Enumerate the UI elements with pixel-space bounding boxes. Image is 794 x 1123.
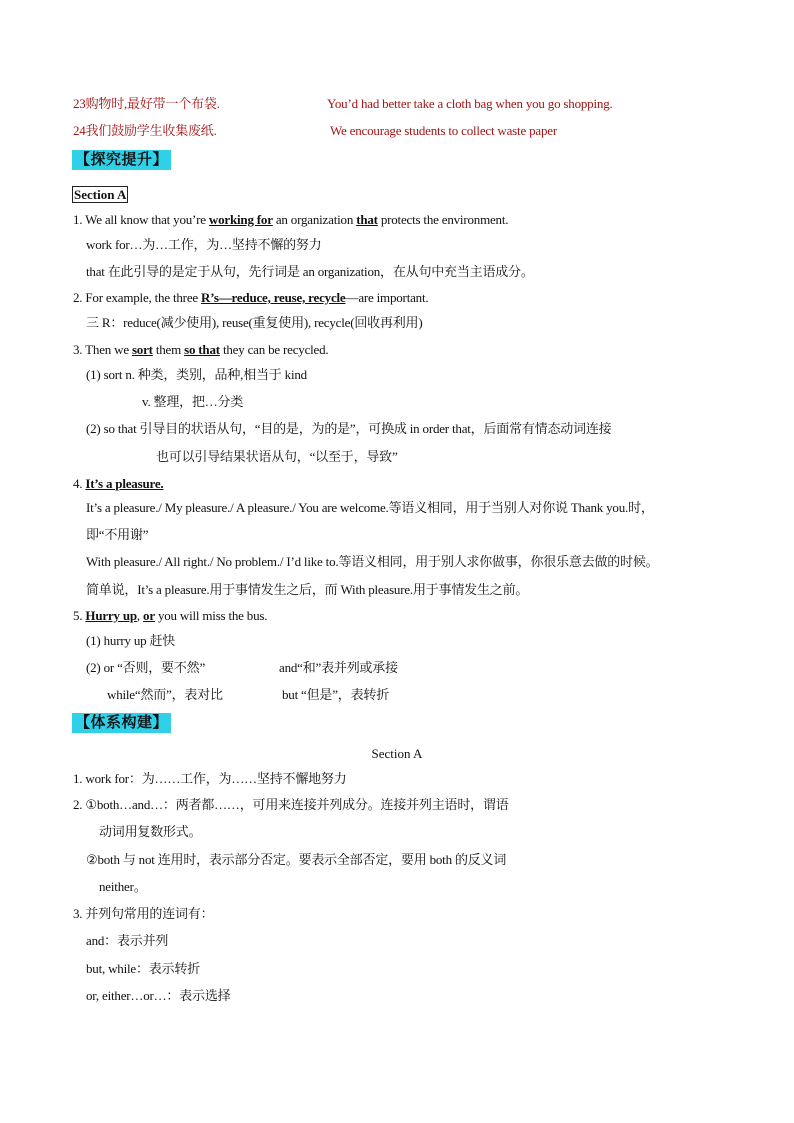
item1-note1: work for…为…工作，为…坚持不懈的努力 [86, 237, 322, 252]
item1-note2: that 在此引导的是定于从句，先行词是 an organization，在从句中充当主语成分。 [86, 264, 534, 279]
item5-sentence: 5. Hurry up, or you will miss the bus. [73, 608, 268, 623]
item4-note2: 即“不用谢” [86, 527, 149, 542]
item4-sentence: 4. It’s a pleasure. [73, 476, 164, 491]
item4-note4: 简单说，It’s a pleasure.用于事情发生之后，而 With pleasure.用于事情发生之前。 [86, 582, 529, 597]
item3-note3: (2) so that 引导目的状语从句，“目的是，为的是”，可换成 in order that，后面常有情态动词连接 [86, 421, 612, 436]
translation-23-en: You’d had better take a cloth bag when you go shopping. [327, 96, 613, 111]
heading-system: 【体系构建】 [72, 713, 171, 733]
summary-2b: 动词用复数形式。 [99, 824, 202, 839]
item5-note2a: (2) or “否则，要不然” [86, 660, 206, 675]
item2-note1: 三 R：reduce(减少使用), reuse(重复使用), recycle(回收再利用) [86, 315, 423, 330]
item5-note1: (1) hurry up 赶快 [86, 633, 176, 648]
summary-2a: 2. ①both…and…：两者都……，可用来连接并列成分。连接并列主语时，谓语 [73, 797, 509, 812]
item1-sentence: 1. We all know that you’re working for an organization that protects the environment. [73, 212, 509, 227]
summary-2d: neither。 [99, 879, 147, 894]
item4-note1: It’s a pleasure./ My pleasure./ A pleasure./ You are welcome.等语义相同，用于当别人对你说 Thank you.时， [86, 500, 654, 515]
heading-explore: 【探究提升】 [72, 150, 171, 170]
translation-24-en: We encourage students to collect waste paper [330, 123, 557, 138]
item3-sentence: 3. Then we sort them so that they can be recycled. [73, 342, 329, 357]
section-a-box: Section A [74, 187, 127, 202]
item5-note2b: and“和”表并列或承接 [279, 660, 398, 675]
summary-3: 3. 并列句常用的连词有： [73, 906, 214, 921]
item4-note3: With pleasure./ All right./ No problem./ I’d like to.等语义相同，用于别人求你做事，你很乐意去做的时候。 [86, 554, 659, 569]
item2-sentence: 2. For example, the three R’s—reduce, reuse, recycle—are important. [73, 290, 429, 305]
translation-23-zh: 23购物时,最好带一个布袋. [73, 96, 220, 111]
item3-note1: (1) sort n. 种类，类别，品种,相当于 kind [86, 367, 307, 382]
summary-2c: ②both 与 not 连用时，表示部分否定。要表示全部否定，要用 both 的反义词 [86, 852, 507, 867]
item3-note2: v. 整理，把…分类 [142, 394, 244, 409]
summary-3c: or, either…or…：表示选择 [86, 988, 231, 1003]
item5-note3a: while“然而”，表对比 [107, 687, 223, 702]
summary-3b: but, while：表示转折 [86, 961, 200, 976]
translation-24-zh: 24我们鼓励学生收集废纸. [73, 123, 217, 138]
item3-note4: 也可以引导结果状语从句，“以至于，导致” [156, 449, 398, 464]
section-a-centered: Section A [371, 746, 423, 761]
summary-1: 1. work for：为……工作，为……坚持不懈地努力 [73, 771, 347, 786]
item5-note3b: but “但是”，表转折 [282, 687, 390, 702]
summary-3a: and：表示并列 [86, 933, 169, 948]
